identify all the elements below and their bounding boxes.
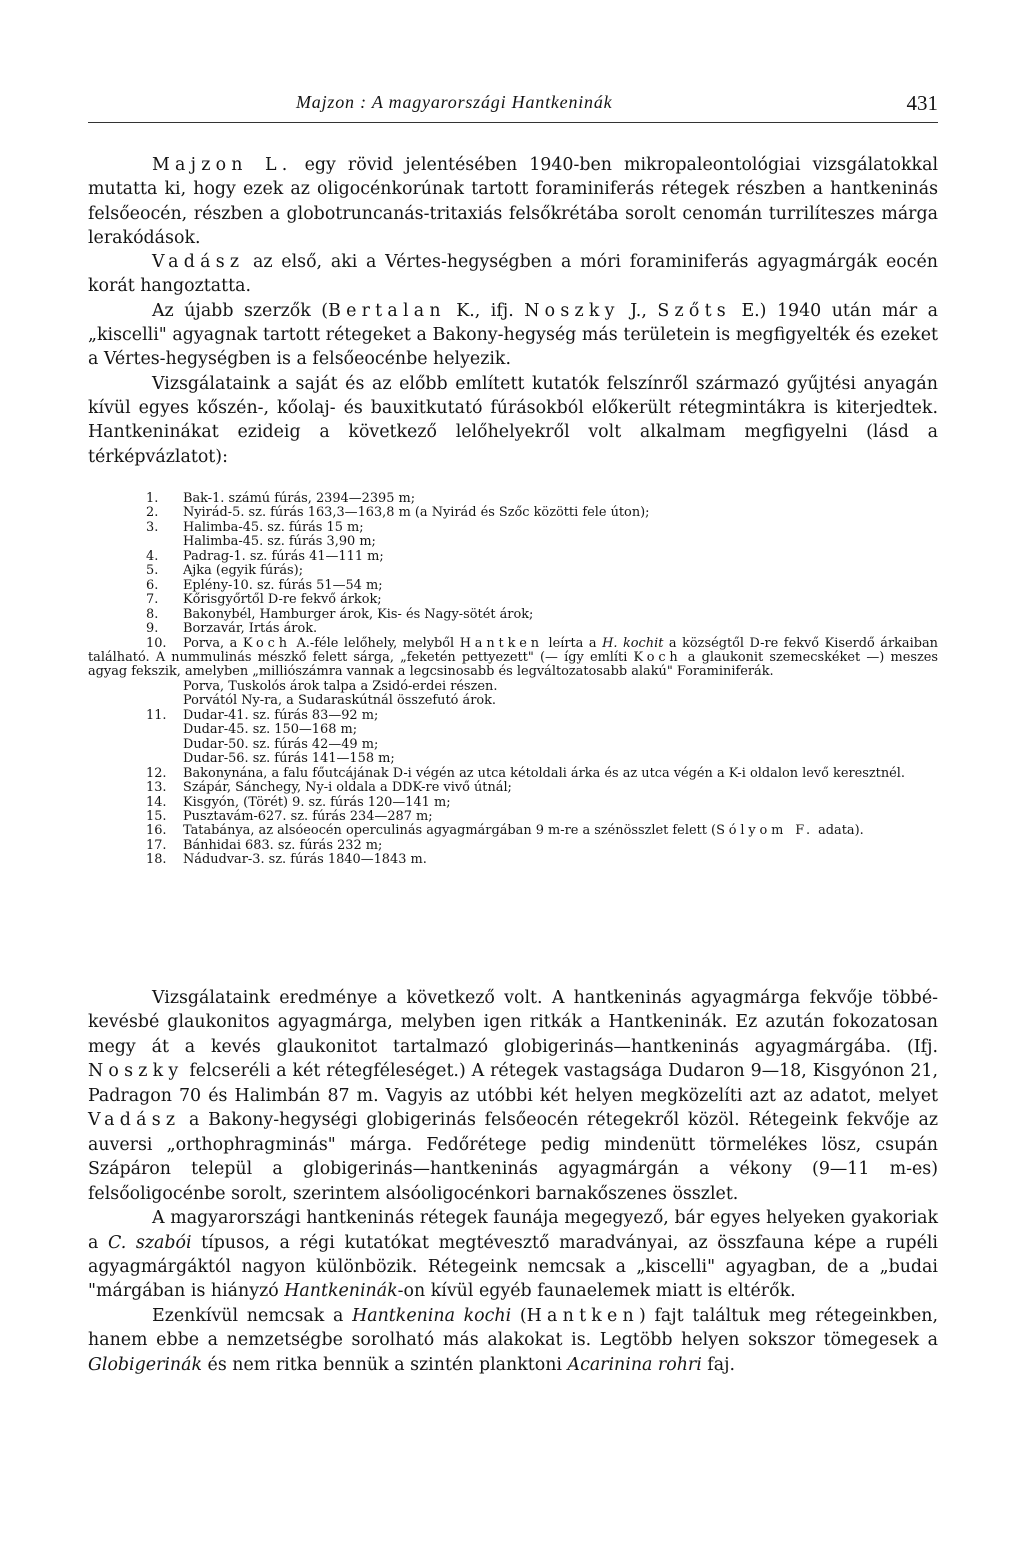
list-item [88, 535, 938, 549]
text-run: adata). [814, 823, 864, 839]
species-name: Acarinina rohri [567, 1354, 702, 1375]
text-run: Tatabánya, az alsóeocén operculinás agyagmárgában 9 m-re a szénösszlet felett ( [183, 823, 717, 839]
text-run: Az újabb szerzők ( [152, 300, 329, 321]
list-item [88, 738, 938, 752]
item-number: 12. [146, 765, 167, 781]
item-text: Dudar-50. sz. fúrás 42—49 m; [183, 736, 379, 752]
paragraph-vadasz [88, 250, 938, 299]
item-number: 15. [146, 808, 167, 824]
item-number: 8. [146, 606, 159, 622]
item-number: 5. [146, 563, 159, 579]
species-name: C. szabói [108, 1232, 192, 1253]
page-header [88, 92, 938, 124]
text-run: Ezenkívül nemcsak a [152, 1305, 353, 1326]
item-text: Nádudvar-3. sz. fúrás 1840—1843 m. [183, 852, 427, 868]
paragraph-investigations [88, 372, 938, 469]
text-run: ) fajt találtuk meg rétegeinkben, hanem ebbe a nemzetségbe sorolható más alakokat is. Legtöbb helyen sokszor tömegesek a [88, 1305, 938, 1351]
list-item [88, 752, 938, 766]
list-item [88, 810, 938, 824]
item-text: Bakonybél, Hamburger árok, Kis- és Nagy-sötét árok; [183, 606, 534, 622]
author-name: Hantken [526, 1305, 639, 1326]
text-run: K., ifj. [445, 300, 525, 321]
item-number: 17. [146, 837, 167, 853]
author-name: Szőts [657, 300, 731, 321]
text-run: a glaukonit szemecskéket —) meszes agyag fekszik, amelyben „milliószámra vannak a legcsinosabb és legváltozatosabb alakú" Foraminiferák. [88, 649, 938, 680]
author-name: Sólyom F. [716, 823, 815, 839]
author-name: Koch [242, 635, 291, 651]
item-text: Bakonynána, a falu főutcájának D-i végén az utca kétoldali árka és az utca végén a K-i oldalon levő keresztnél. [183, 765, 905, 781]
list-item [88, 796, 938, 810]
author-name: Bertalan [328, 300, 446, 321]
item-text: Kőrisgyőrtől D-re fekvő árkok; [183, 592, 382, 608]
paragraph-newer-authors [88, 299, 938, 372]
species-name: Hantkeninák [284, 1281, 398, 1302]
item-text: Kisgyón, (Törét) 9. sz. fúrás 120—141 m; [183, 794, 451, 810]
author-name: Vadász [152, 252, 245, 273]
author-name: Majzon L. [152, 155, 293, 175]
item-number: 10. [146, 635, 167, 651]
species-name: H. kochit [602, 635, 664, 651]
item-number: 2. [146, 505, 159, 521]
author-name: Koch [633, 649, 682, 665]
item-text: Dudar-45. sz. 150—168 m; [183, 722, 358, 738]
list-item [88, 579, 938, 593]
item-text: Padrag-1. sz. fúrás 41—111 m; [183, 548, 384, 564]
paragraph-majzon [88, 153, 938, 250]
item-number: 7. [146, 592, 159, 608]
item-number: 11. [146, 707, 167, 723]
item-number: 9. [146, 621, 159, 637]
list-item [88, 853, 938, 867]
item-text: Nyirád-5. sz. fúrás 163,3—163,8 m (a Nyirád és Szőc közötti fele úton); [183, 505, 650, 521]
author-name: Noszky [88, 1061, 184, 1082]
list-item-continuation: Porva, Tuskolós árok talpa a Zsidó-erdei részen. [183, 678, 498, 694]
text-run: A.-féle lelőhely, melyből [290, 635, 460, 651]
text-run: E.) 1940 után már a „kiscelli" agyagnak tartott rétegeket a Bakony-hegység más területein is megfigyelték és ezeket a Vértes-hegységben is a felsőeocénbe helyezik. [88, 300, 939, 370]
text-run: A magyarországi hantkeninás rétegek faunája megegyező, bár egyes helyeken gyakoriak a [88, 1208, 938, 1253]
species-name: Globigerinák [88, 1354, 203, 1375]
author-name: Vadász [88, 1110, 181, 1131]
item-text: Dudar-41. sz. fúrás 83—92 m; [183, 707, 379, 723]
text-run: a Bakony-hegységi globigerinás felsőeocén rétegekről közöl. Rétegeink fekvője az auversi „orthophragminás" márga. Fedőrétege pedig mindenütt törmelékes lösz, csupán Szápáron települ a globigerinás—hantkeninás agyagmárgán a vékony (9—11 m-es) felsőoligocénbe sorolt, szerintem alsóoligocénkori barnakőszenes összlet. [88, 1110, 938, 1204]
running-title: Majzon : A magyarországi Hantkeninák [296, 92, 613, 112]
header-rule [88, 122, 938, 123]
list-item-tatabanya [88, 824, 938, 838]
text-run: leírta a [542, 635, 603, 651]
paragraph-fauna [88, 1206, 938, 1304]
list-item [88, 550, 938, 564]
item-number: 4. [146, 548, 159, 564]
item-text: Halimba-45. sz. fúrás 3,90 m; [183, 534, 376, 550]
item-number: 14. [146, 794, 167, 810]
item-text: Halimba-45. sz. fúrás 15 m; [183, 519, 364, 535]
list-item-porva [88, 637, 938, 680]
item-text: Pusztavám-627. sz. fúrás 234—287 m; [183, 808, 433, 824]
paragraph-text: az első, aki a Vértes-hegységben a móri foraminiferás agyagmárgák eocén korát hangoztatta. [88, 252, 938, 297]
list-item [88, 709, 938, 723]
item-text: Dudar-56. sz. fúrás 141—158 m; [183, 751, 395, 767]
locality-list [88, 492, 938, 868]
text-run: J., [619, 300, 658, 321]
item-text: Borzavár, Irtás árok. [183, 621, 318, 637]
text-run: -on kívül egyéb faunaelemek miatt is eltérők. [397, 1281, 796, 1302]
item-text: Szápár, Sánchegy, Ny-i oldala a DDK-re vivő útnál; [183, 780, 512, 796]
species-name: Hantkenina kochi [352, 1305, 512, 1326]
text-run: ( [511, 1305, 527, 1326]
paragraph-text: egy rövid jelentésében 1940-ben mikropaleontológiai vizsgálatokkal mutatta ki, hogy ezek az oligocénkorúnak tartott foraminiferás rétegek részben a hantkeninás felsőeocén, részben a globotruncanás-tritaxiás felsőkrétába sorolt cenomán turrilíteszes márga lerakódások. [88, 155, 939, 248]
paragraph-results [88, 986, 938, 1206]
item-number: 16. [146, 823, 167, 839]
list-item-continuation: Porvától Ny-ra, a Sudaraskútnál összefutó árok. [183, 693, 497, 709]
item-number: 3. [146, 519, 159, 535]
paragraph-text: Vizsgálataink a saját és az előbb említett kutatók felszínről származó gyűjtési anyagán kívül egyes kőszén-, kőolaj- és bauxitkutató fúrásokból előkerült rétegmintákra is kiterjedtek. Hantkeninákat ezideig a következő lelőhelyekről volt alkalmam megfigyelni (lásd a térképvázlatot): [88, 373, 938, 467]
item-text: Bak-1. számú fúrás, 2394—2395 m; [183, 491, 416, 506]
list-item [88, 521, 938, 535]
page-number: 431 [906, 91, 938, 115]
author-name: Noszky [524, 300, 620, 321]
text-run: faj. [701, 1354, 736, 1375]
list-item [88, 723, 938, 737]
item-number: 18. [146, 852, 167, 868]
results-section [88, 986, 938, 1377]
list-item [88, 593, 938, 607]
text-run: Vizsgálataink eredménye a következő volt. A hantkeninás agyagmárga fekvője többé-kevésbé glaukonitos agyagmárga, melyben igen ritkák a Hantkeninák. Ez azután fokozatosan megy át a kevés glaukonitot tartalmazó globigerinás—hantkeninás agyagmárgába. (Ifj. [88, 988, 938, 1057]
list-item [88, 622, 938, 636]
item-text: Eplény-10. sz. fúrás 51—54 m; [183, 577, 383, 593]
item-number: 6. [146, 577, 159, 593]
text-run: Porva, a [183, 635, 243, 651]
list-item [88, 781, 938, 795]
item-number: 1. [146, 491, 159, 506]
paragraph-species [88, 1304, 938, 1377]
text-run: felcseréli a két rétegféleséget.) A rétegek vastagsága Dudaron 9—18, Kisgyónon 21, Padragon 70 és Halimbán 87 m. Vagyis az utóbbi két helyen megközelíti azt az adatot, melyet [88, 1061, 938, 1106]
list-item [88, 839, 938, 853]
list-item-bakonynana [88, 767, 938, 781]
item-text: Ajka (egyik fúrás); [183, 563, 304, 579]
intro-section [88, 153, 938, 469]
author-name: Hantken [459, 635, 543, 651]
text-run: típusos, a régi kutatókat megtévesztő maradványai, az összfauna képe a rupéli agyagmárgáktól nagyon különbözik. Rétegeink nemcsak a „kiscelli" agyagban, de a „budai "márgában is hiányzó [88, 1232, 938, 1302]
item-number: 13. [146, 780, 167, 796]
list-item [88, 506, 938, 520]
text-run: és nem ritka bennük a szintén planktoni [202, 1354, 568, 1375]
list-item [88, 608, 938, 622]
item-text: Bánhidai 683. sz. fúrás 232 m; [183, 837, 383, 853]
list-item [88, 564, 938, 578]
list-item [88, 492, 938, 506]
text-run: a községtől D-re fekvő Kiserdő árkaiban található. A nummulinás mészkő felett sárga, „feketén pettyezett" (— így említi [88, 635, 938, 665]
